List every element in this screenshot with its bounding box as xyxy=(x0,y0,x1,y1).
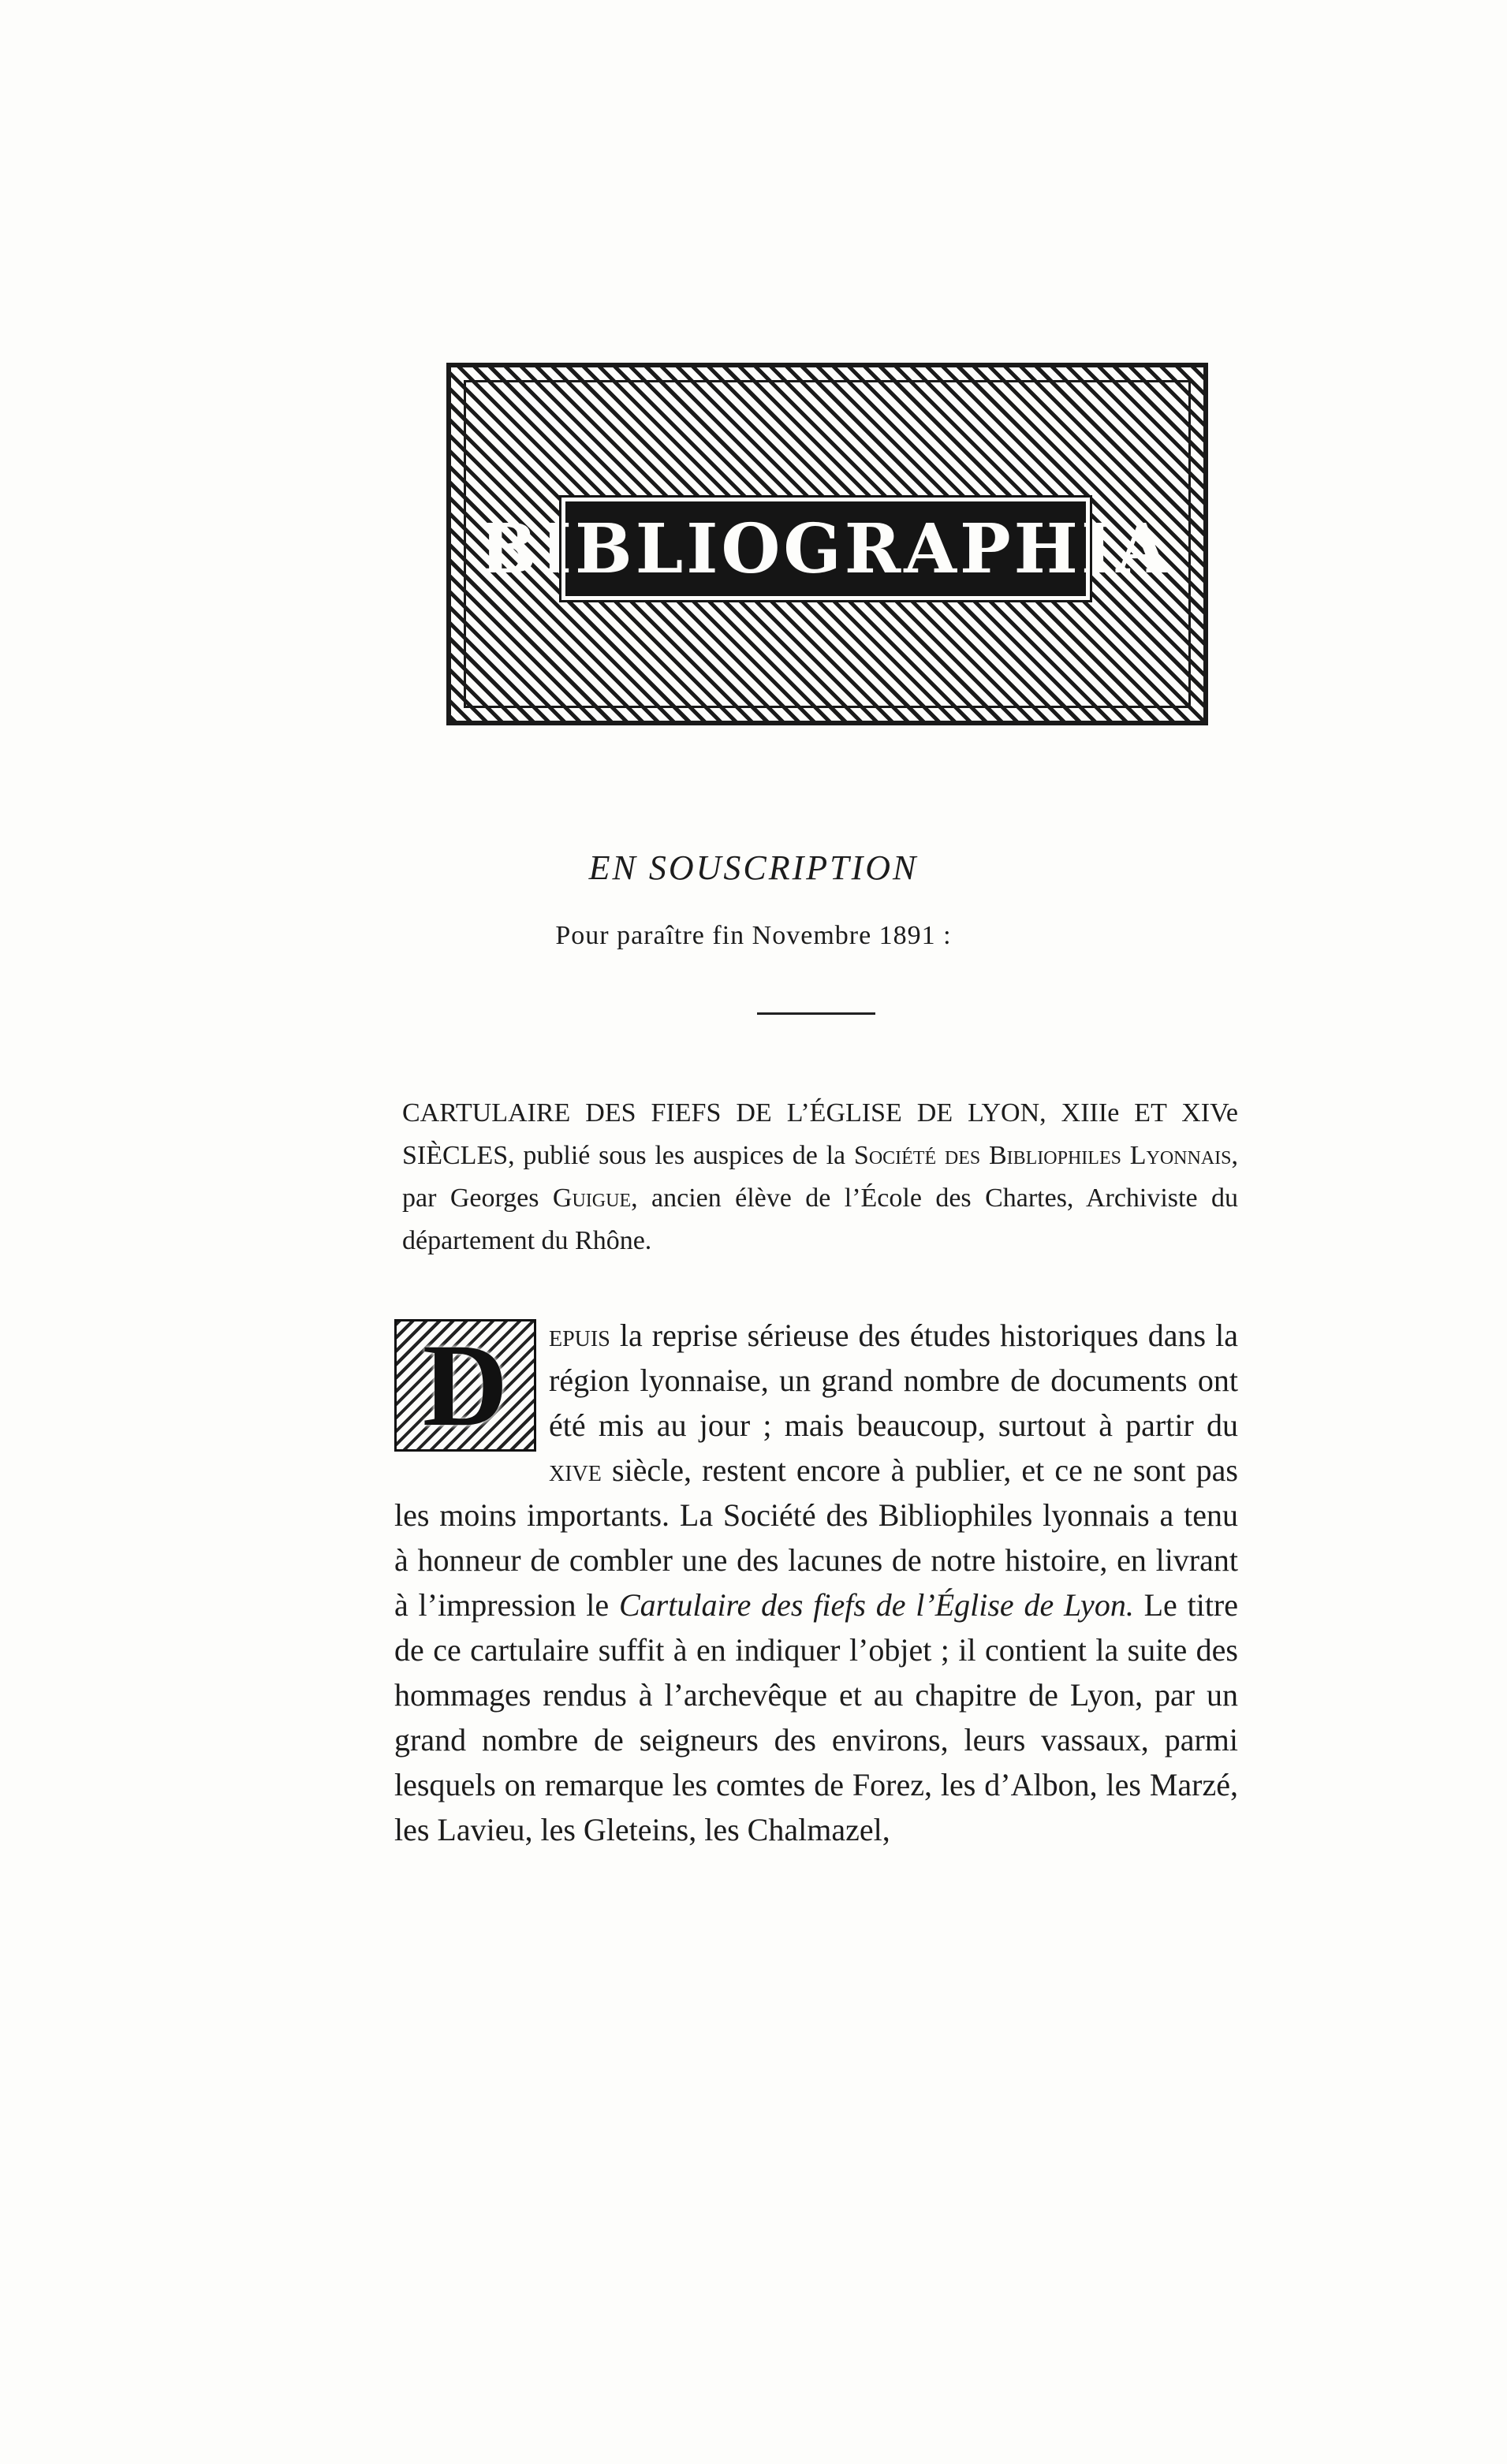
catalog-author: Guigue xyxy=(552,1184,632,1213)
body-lead-word: epuis xyxy=(549,1318,610,1353)
body-work-title: Cartulaire des fiefs de l’Église de Lyon. xyxy=(618,1587,1134,1623)
catalog-text-1: publié sous les auspices de la xyxy=(514,1141,854,1170)
divider-rule xyxy=(757,1012,875,1015)
catalog-text-2: , par Georges xyxy=(402,1141,1238,1213)
ornamental-dropcap xyxy=(394,1319,536,1452)
dropcap-letter: D xyxy=(422,1319,509,1451)
publish-date-note: Pour paraître fin Novembre 1891 : xyxy=(555,921,952,950)
body-century: xive xyxy=(549,1452,602,1488)
catalog-text-3: , ancien élève de l’École des Chartes, Archiviste du département du Rhône. xyxy=(402,1184,1238,1255)
ornamental-banner xyxy=(446,363,1208,725)
body-text-2: siècle, restent encore à publier, et ce ne sont pas les moins importants. La Société des Bibliophiles lyonnais a tenu à honneur de combler une des lacunes de notre histoire, en livrant à l’impression le xyxy=(394,1452,1238,1623)
body-text-1: la reprise sérieuse des études historiques dans la région lyonnaise, un grand nombre de documents ont été mis au jour ; mais beaucoup, surtout à partir du xyxy=(549,1318,1238,1443)
catalog-society: Société des Bibliophiles Lyonnais xyxy=(853,1141,1232,1170)
body-paragraph xyxy=(394,1313,1238,1852)
banner-title-box xyxy=(479,498,1172,600)
body-text-3: Le titre de ce cartulaire suffit à en indiquer l’objet ; il contient la suite des hommages rendus à l’archevêque et au chapitre de Lyon, par un grand nombre de seigneurs des environs, leurs vassaux, parmi lesquels on remarque les comtes de Forez, les d’Albon, les Marzé, les Lavieu, les Gleteins, les Chalmazel, xyxy=(394,1587,1239,1847)
catalog-title: CARTULAIRE DES FIEFS DE L’ÉGLISE DE LYON, XIIIe ET XIVe SIÈCLES, xyxy=(402,1098,1238,1170)
banner-title: BIBLIOGRAPHIA xyxy=(479,509,1172,589)
subscription-heading: EN SOUSCRIPTION xyxy=(588,848,919,887)
catalog-entry xyxy=(402,1092,1238,1262)
